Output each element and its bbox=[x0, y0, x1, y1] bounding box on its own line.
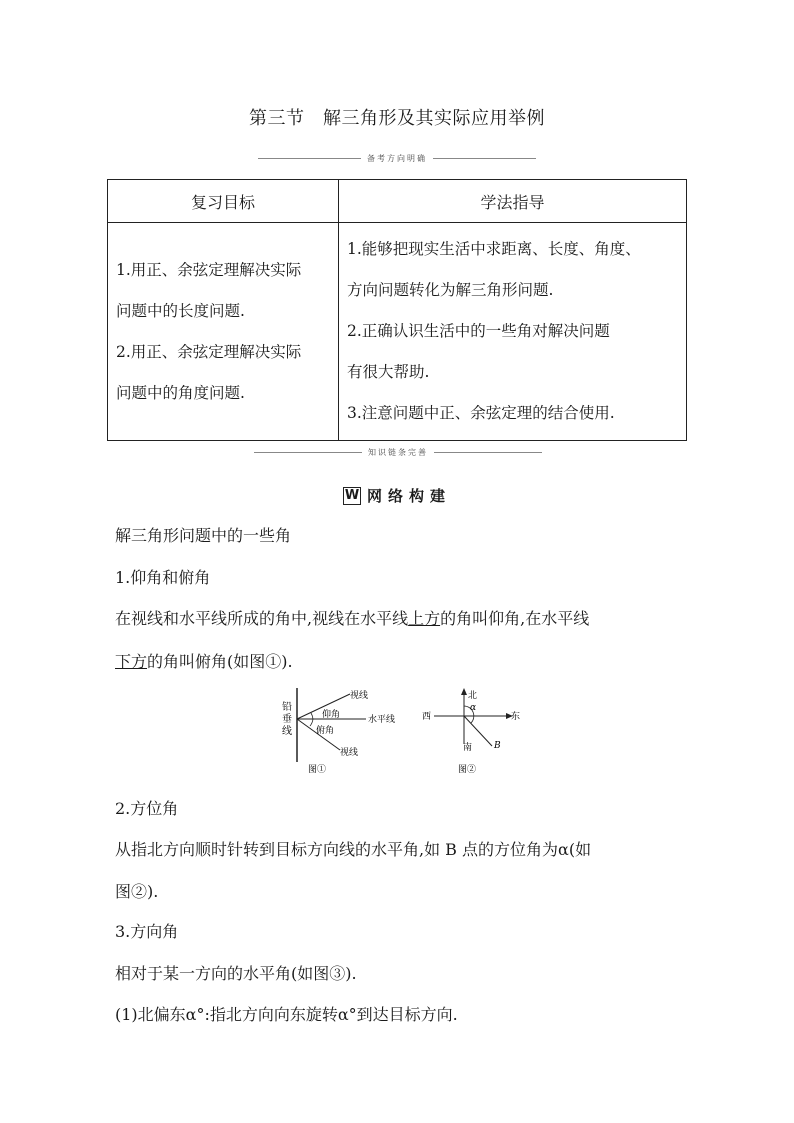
goal-line: 2.用正、余弦定理解决实际 bbox=[116, 342, 302, 361]
text-span: 在视线和水平线所成的角中,视线在水平线 bbox=[115, 609, 409, 628]
figure-caption: 图① bbox=[308, 765, 327, 775]
east-label: 东 bbox=[510, 712, 520, 722]
item3-heading: 3.方向角 bbox=[115, 922, 179, 941]
divider-label: 知识链条完善 bbox=[368, 447, 428, 457]
vertical-line-label: 垂 bbox=[282, 714, 292, 725]
item3-subitem: (1)北偏东α°:指北方向向东旋转α°到达目标方向. bbox=[115, 1005, 458, 1024]
elevation-angle-label: 仰角 bbox=[322, 710, 341, 720]
section-divider-knowledge-chain bbox=[254, 445, 542, 459]
point-b-label: B bbox=[494, 741, 501, 751]
text-span: 的角叫俯角(如图①). bbox=[147, 652, 293, 671]
horizontal-line-label: 水平线 bbox=[368, 715, 396, 725]
item2-heading: 2.方位角 bbox=[115, 799, 179, 818]
table-header-cell: 复习目标 bbox=[108, 180, 339, 223]
item1-heading: 1.仰角和俯角 bbox=[115, 568, 211, 587]
page-title: 第三节 解三角形及其实际应用举例 bbox=[249, 108, 545, 129]
underlined-term: 下方 bbox=[115, 652, 148, 671]
goal-line: 问题中的长度问题. bbox=[116, 301, 245, 320]
table-header-cell: 学法指导 bbox=[339, 180, 687, 223]
item1-definition bbox=[115, 602, 690, 636]
section-label: 网络构建 bbox=[366, 487, 451, 505]
depression-angle-label: 俯角 bbox=[316, 726, 335, 736]
south-label: 南 bbox=[463, 743, 473, 753]
guide-line: 有很大帮助. bbox=[347, 363, 430, 381]
w-badge-icon: W bbox=[344, 488, 360, 503]
guide-line: 2.正确认识生活中的一些角对解决问题 bbox=[347, 322, 610, 340]
section-divider-exam-direction bbox=[258, 151, 536, 165]
west-label: 西 bbox=[422, 712, 432, 722]
item2-definition: 从指北方向顺时针转到目标方向线的水平角,如 B 点的方位角为α(如 bbox=[115, 840, 592, 859]
figure-caption: 图② bbox=[458, 765, 477, 775]
intro-text: 解三角形问题中的一些角 bbox=[115, 526, 292, 545]
guide-line: 方向问题转化为解三角形问题. bbox=[347, 281, 554, 299]
figure-elevation-depression bbox=[280, 686, 410, 778]
item3-definition: 相对于某一方向的水平角(如图③). bbox=[115, 964, 357, 983]
text-span: 的角叫仰角,在水平线 bbox=[440, 609, 590, 628]
guide-line: 3.注意问题中正、余弦定理的结合使用. bbox=[347, 404, 615, 422]
objectives-table bbox=[107, 179, 687, 441]
vertical-line-label: 铅 bbox=[282, 702, 292, 713]
alpha-label: α bbox=[470, 703, 477, 713]
underlined-term: 上方 bbox=[408, 609, 441, 628]
item2-definition-cont: 图②). bbox=[115, 882, 159, 901]
table-header-row bbox=[108, 180, 687, 223]
goal-line: 问题中的角度问题. bbox=[116, 383, 245, 402]
divider-label: 备考方向明确 bbox=[367, 153, 427, 163]
sight-line-label: 视线 bbox=[350, 691, 369, 701]
section-heading bbox=[0, 485, 794, 506]
item1-definition-cont bbox=[115, 645, 690, 679]
figure-azimuth bbox=[420, 686, 520, 778]
north-label: 北 bbox=[468, 691, 478, 701]
guide-line: 1.能够把现实生活中求距离、长度、角度、 bbox=[347, 240, 641, 258]
review-goals-cell bbox=[108, 223, 339, 441]
goal-line: 1.用正、余弦定理解决实际 bbox=[116, 260, 302, 279]
sight-line-label: 视线 bbox=[340, 748, 359, 758]
study-guide-cell bbox=[339, 223, 687, 441]
vertical-line-label: 线 bbox=[282, 726, 292, 737]
table-row bbox=[108, 223, 687, 441]
